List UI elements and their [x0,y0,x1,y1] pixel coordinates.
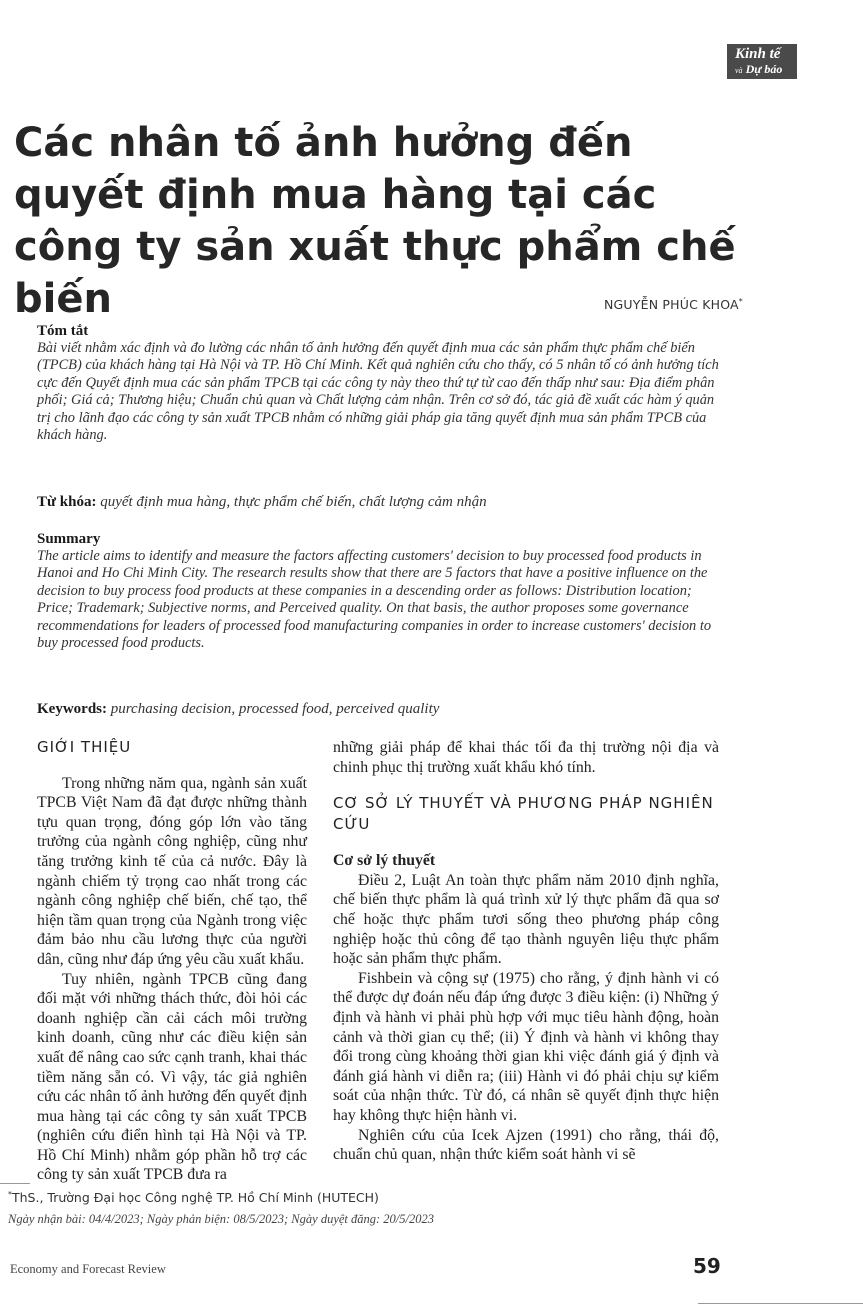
abstract-vi-text: Bài viết nhằm xác định và đo lường các nhân tố ảnh hưởng đến quyết định mua các sản phẩm thực phẩm chế biến (TPCB) của khách hàng tại Hà Nội và TP. Hồ Chí Minh. Kết quả nghiên cứu cho thấy, có 5 nhân tố có ảnh hưởng tích cực đến Quyết định mua các sản phẩm TPCB tại các công ty này theo thứ tự từ cao đến thấp như sau: Địa điểm phân phối; Giá cả; Thương hiệu; Chuẩn chủ quan và Chất lượng cảm nhận. Trên cơ sở đó, tác giả đề xuất các hàm ý quản trị cho lãnh đạo các công ty sản xuất TPCB nhằm có những giải pháp gia tăng quyết định mua sản phẩm TPCB của khách hàng. [37,340,719,444]
paragraph-theory-2: Fishbein và cộng sự (1975) cho rằng, ý định hành vi có thể được dự đoán nếu đáp ứng được 3 điều kiện: (i) Những ý định và hành vi phải phù hợp với mục tiêu hành động, hoàn cảnh và thời gian cụ thể; (ii) Ý định và hành vi không thay đổi trong cùng khoảng thời gian khi việc đánh giá ý định và đánh giá hành vi diễn ra; (iii) Hành vi đó phải chịu sự kiểm soát của nhận thức. Từ đó, cá nhân sẽ quyết định thực hiện hay không thực hiện hành vi. [333,969,719,1124]
author-name: NGUYỄN PHÚC KHOA [603,297,739,313]
subheading-theory: Cơ sở lý thuyết [333,852,436,870]
paragraph-intro-2: Tuy nhiên, ngành TPCB cũng đang đối mặt với những thách thức, đòi hỏi các doanh nghiệp cần cải cách môi trường kinh doanh, cũng như các điều kiện sản xuất để nâng cao sức cạnh tranh, khai thác tiềm năng sẵn có. Vì vậy, tác giả nghiên cứu các nhân tố ảnh hưởng đến quyết định mua hàng tại các công ty sản xuất TPCB (nghiên cứu điển hình tại Hà Nội và TP. Hồ Chí Minh) nhằm góp phần hỗ trợ các công ty sản xuất TPCB đưa ra [37,970,307,1184]
keywords-en-text: purchasing decision, processed food, perceived quality [110,701,440,717]
paragraph-theory-3: Nghiên cứu của Icek Ajzen (1991) cho rằng, thái độ, chuẩn chủ quan, nhận thức kiểm soát hành vi sẽ [333,1126,719,1164]
journal-name: Economy and Forecast Review [10,1262,166,1276]
footnote-affiliation [8,1190,379,1205]
keywords-en [37,700,727,718]
footnote-dates: Ngày nhận bài: 04/4/2023; Ngày phản biện: 08/5/2023; Ngày duyệt đăng: 20/5/2023 [8,1212,434,1226]
journal-logo [727,44,797,79]
page-number: 59 [693,1254,721,1278]
author-mark: * [738,297,743,306]
abstract-vi [37,322,727,444]
footnote-divider [0,1183,30,1184]
footnote-affiliation-text: ThS., Trường Đại học Công nghệ TP. Hồ Chí Minh (HUTECH) [12,1190,379,1206]
keywords-en-label: Keywords: [37,701,107,717]
article-title: Các nhân tố ảnh hưởng đến quyết định mua hàng tại các công ty sản xuất thực phẩm chế biến [14,120,736,322]
keywords-vi [37,493,727,511]
footer-divider [698,1303,863,1304]
keywords-vi-text: quyết định mua hàng, thực phẩm chế biến, chất lượng cảm nhận [100,494,487,510]
paragraph-theory-1: Điều 2, Luật An toàn thực phẩm năm 2010 định nghĩa, chế biến thực phẩm là quá trình xử lý thực phẩm đã qua sơ chế hoặc thực phẩm tươi sống theo phương pháp công nghiệp hoặc thủ công để tạo thành nguyên liệu thực phẩm hoặc sản phẩm thực phẩm. [333,871,719,968]
paragraph-continued: những giải pháp để khai thác tối đa thị trường nội địa và chinh phục thị trường xuất khẩu khó tính. [333,739,719,776]
left-column [37,738,307,1185]
abstract-en-text: The article aims to identify and measure the factors affecting customers' decision to buy processed food products in Hanoi and Ho Chi Minh City. The research results show that there are 5 factors that have a positive influence on the decision to buy process food products at these companies in a descending order as follows: Distribution location; Price; Trademark; Subjective norms, and Perceived quality. On that basis, the author proposes some governance recommendations for leaders of processed food manufacturing companies in order to increase customers' decision to buy processed food products. [37,548,712,652]
section-heading-theory: CƠ SỞ LÝ THUYẾT VÀ PHƯƠNG PHÁP NGHIÊN CỨU [333,794,714,834]
abstract-en [37,530,727,652]
logo-line2-small: và [735,66,743,75]
abstract-vi-heading: Tóm tắt [37,323,89,339]
logo-line2-text: Dự báo [745,62,783,76]
logo-line1: Kinh tế [735,46,781,62]
section-heading-intro: GIỚI THIỆU [37,738,132,756]
author-byline [604,297,743,312]
footnote-mark: * [8,1190,12,1199]
paragraph-intro-1: Trong những năm qua, ngành sản xuất TPCB Việt Nam đã đạt được những thành tựu quan trọng, đóng góp lớn vào tăng trưởng của ngành công nghiệp, cũng như tăng trưởng kinh tế của cả nước. Đây là ngành chiếm tỷ trọng cao nhất trong các ngành công nghiệp chế biến, chế tạo, thể hiện tầm quan trọng của Ngành trong việc đảm bảo nhu cầu lương thực của người dân, cũng như đáp ứng yêu cầu xuất khẩu. [37,774,307,968]
logo-line2 [735,62,782,77]
right-column [333,738,719,1165]
abstract-en-heading: Summary [37,531,101,547]
keywords-vi-label: Từ khóa: [37,494,97,510]
